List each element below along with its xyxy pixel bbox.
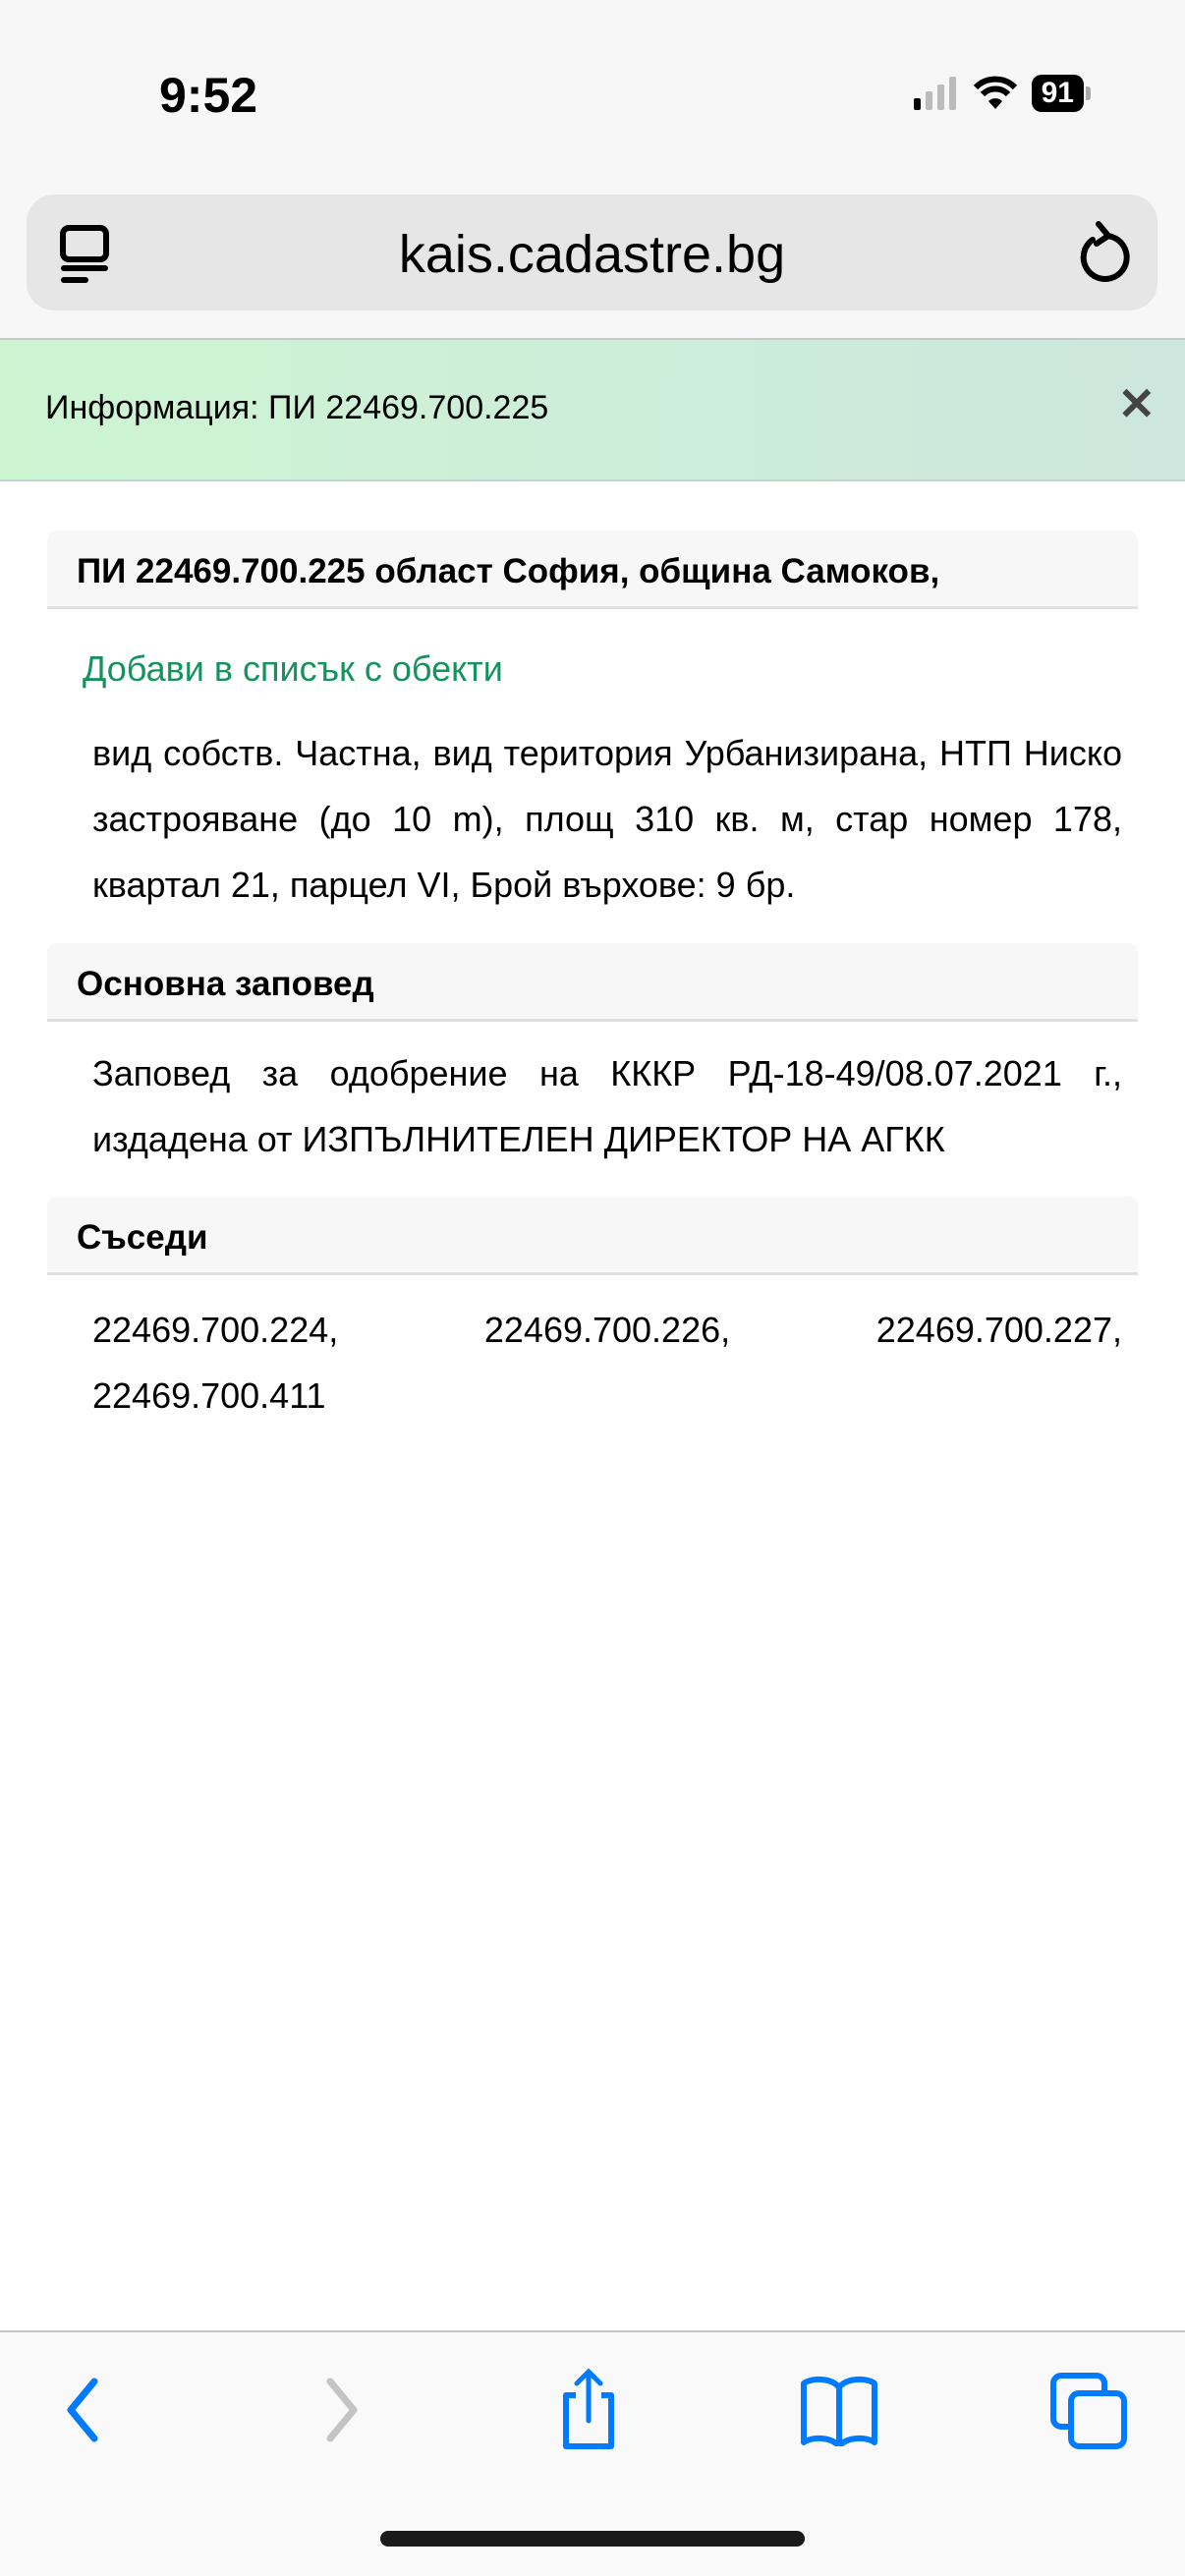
share-icon[interactable] (556, 2368, 621, 2452)
home-indicator (380, 2531, 805, 2547)
battery-tip (1086, 86, 1091, 100)
tabs-icon[interactable] (1049, 2372, 1128, 2450)
banner-text: Информация: ПИ 22469.700.225 (45, 389, 549, 426)
neighbor-item: 22469.700.224, (92, 1310, 339, 1350)
neighbor-item: 22469.700.411 (92, 1375, 326, 1416)
close-icon[interactable]: ✕ (1117, 378, 1156, 429)
url-text[interactable]: kais.cadastre.bg (398, 225, 786, 284)
neighbor-item: 22469.700.227, (875, 1310, 1122, 1350)
address-bar[interactable] (27, 195, 1157, 310)
order-text: Заповед за одобрение на КККР РД-18-49/08.07.2021 г., издадена от ИЗПЪЛНИТЕЛЕН ДИРЕКТОР НА АГКК (92, 1053, 1122, 1159)
browser-top-bar (0, 0, 1185, 340)
info-banner (0, 340, 1185, 481)
status-time: 9:52 (159, 68, 258, 123)
neighbor-item: 22469.700.226, (483, 1310, 731, 1350)
back-icon[interactable] (61, 2378, 104, 2442)
property-description: вид собств. Частна, вид територия Урбанизирана, НТП Ниско застрояване (до 10 m), площ 310 кв. м, стар номер 178, квартал 21, парцел VI, Брой върхове: 9 бр. (92, 733, 1122, 905)
wifi-icon (973, 76, 1018, 111)
reload-icon[interactable] (1075, 220, 1130, 283)
neighbors-heading: Съседи (47, 1197, 1138, 1275)
order-heading: Основна заповед (47, 943, 1138, 1022)
property-title: ПИ 22469.700.225 област София, община Самоков, (47, 531, 1138, 609)
bookmarks-icon[interactable] (798, 2376, 880, 2446)
status-icons (914, 75, 1091, 112)
add-to-list-link[interactable]: Добави в списък с обекти (83, 648, 503, 689)
forward-icon[interactable] (320, 2378, 364, 2442)
browser-toolbar (0, 2330, 1185, 2576)
battery-level: 91 (1032, 75, 1084, 112)
signal-icon (914, 77, 959, 110)
neighbors-list (92, 1297, 1122, 1428)
